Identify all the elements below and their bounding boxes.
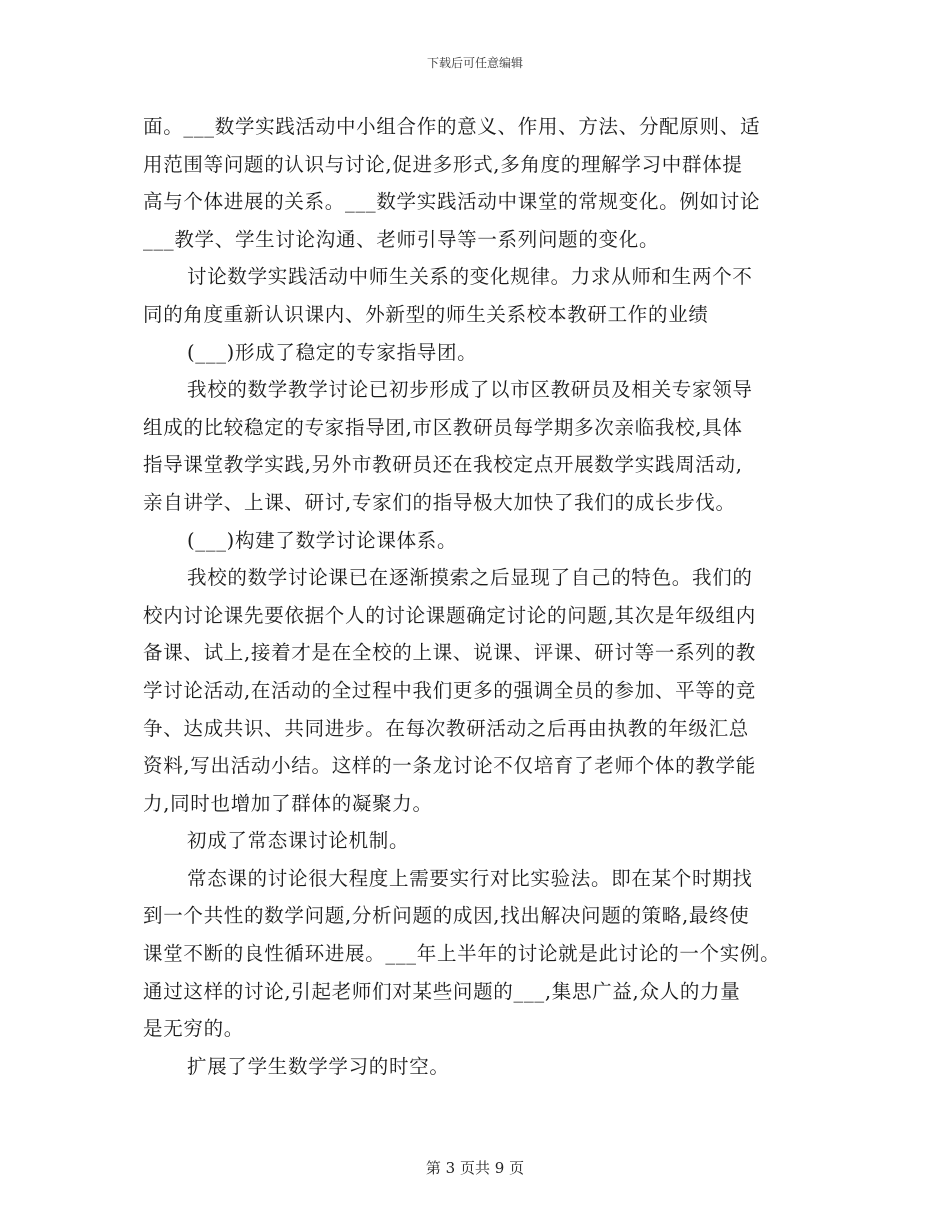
- body-line: 同的角度重新认识课内、外新型的师生关系校本教研工作的业绩: [143, 302, 709, 326]
- page-header: 下载后可任意编辑: [426, 56, 523, 70]
- paragraph-first-line: 讨论数学实践活动中师生关系的变化规律。力求从师和生两个不: [187, 265, 753, 289]
- section-heading: 扩展了学生数学学习的时空。: [187, 1054, 450, 1078]
- body-line: 高与个体进展的关系。___数学实践活动中课堂的常规变化。例如讨论: [143, 190, 761, 214]
- document-body: [143, 108, 813, 1085]
- section-heading: (___)形成了稳定的专家指导团。: [187, 340, 478, 364]
- body-line: 指导课堂教学实践,另外市教研员还在我校定点开展数学实践周活动,: [143, 453, 743, 477]
- body-line: ___教学、学生讨论沟通、老师引导等一系列问题的变化。: [143, 227, 660, 251]
- paragraph-first-line: 我校的数学教学讨论已初步形成了以市区教研员及相关专家领导: [187, 378, 753, 402]
- section-heading: (___)构建了数学讨论课体系。: [187, 528, 458, 552]
- body-line: 力,同时也增加了群体的凝聚力。: [143, 791, 433, 815]
- body-line: 组成的比较稳定的专家指导团,市区教研员每学期多次亲临我校,具体: [143, 415, 743, 439]
- body-line: 面。___数学实践活动中小组合作的意义、作用、方法、分配原则、适: [143, 115, 761, 138]
- body-line: 到一个共性的数学问题,分析问题的成因,找出解决问题的策略,最终使: [143, 904, 750, 928]
- body-line: 争、达成共识、共同进步。在每次教研活动之后再由执教的年级汇总: [143, 716, 750, 740]
- body-line: 是无穷的。: [143, 1017, 245, 1041]
- paragraph-first-line: 常态课的讨论很大程度上需要实行对比实验法。即在某个时期找: [187, 866, 753, 890]
- section-heading: 初成了常态课讨论机制。: [187, 829, 410, 853]
- body-line: 亲自讲学、上课、研讨,专家们的指导极大加快了我们的成长步伐。: [143, 490, 736, 514]
- body-line: 用范围等问题的认识与讨论,促进多形式,多角度的理解学习中群体提: [143, 152, 743, 176]
- page-footer: 第 3 页共 9 页: [425, 1159, 525, 1177]
- body-line: 校内讨论课先要依据个人的讨论课题确定讨论的问题,其次是年级组内: [143, 603, 756, 627]
- body-line: 课堂不断的良性循环进展。___年上半年的讨论就是此讨论的一个实例。: [143, 942, 781, 966]
- body-line: 通过这样的讨论,引起老师们对某些问题的___,集思广益,众人的力量: [143, 979, 741, 1003]
- body-line: 备课、试上,接着才是在全校的上课、说课、评课、研讨等一系列的教: [143, 641, 756, 665]
- paragraph-first-line: 我校的数学讨论课已在逐渐摸索之后显现了自己的特色。我们的: [187, 566, 753, 590]
- body-line: 资料,写出活动小结。这样的一条龙讨论不仅培育了老师个体的教学能: [143, 754, 756, 778]
- body-line: 学讨论活动,在活动的全过程中我们更多的强调全员的参加、平等的竞: [143, 678, 756, 702]
